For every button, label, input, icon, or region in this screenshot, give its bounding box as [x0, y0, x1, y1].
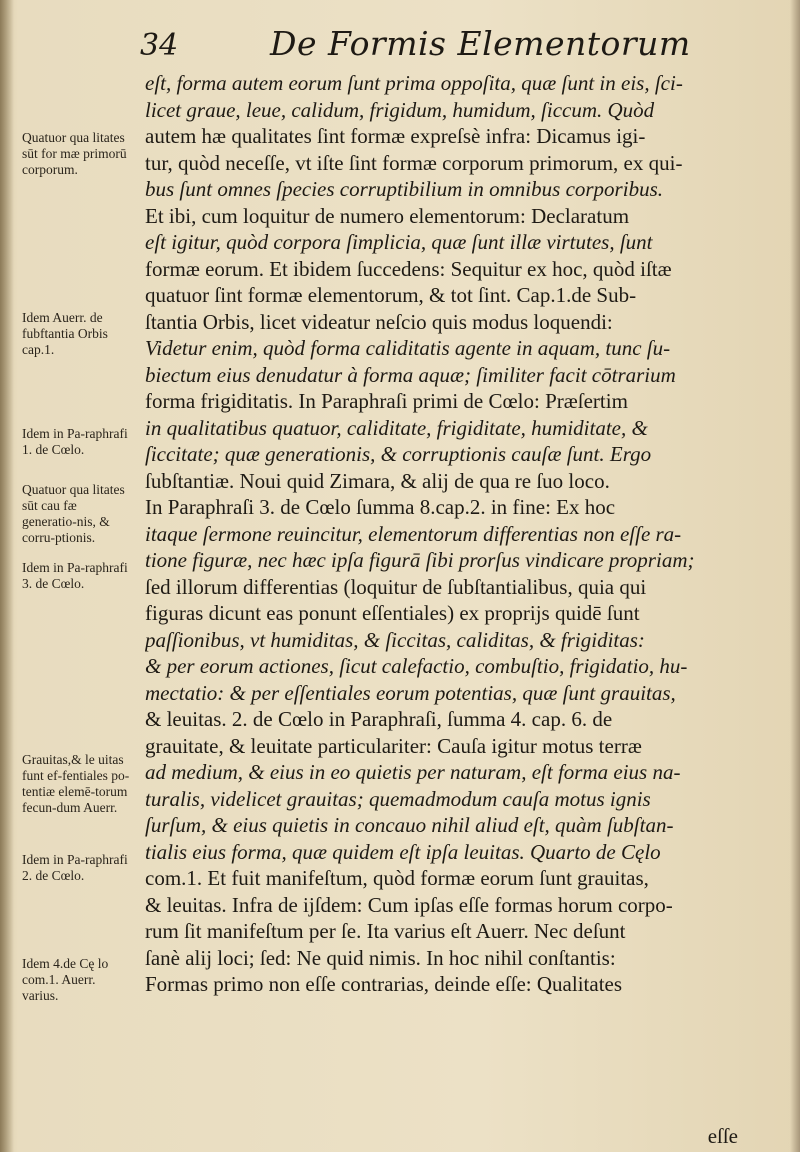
page-number: 34: [140, 28, 179, 63]
text-line: Formas primo non eſſe contrarias, deinde eſſe: Qualitates: [145, 972, 623, 996]
text-line: figuras dicunt eas ponunt eſſentiales) ex proprijs quidē ſunt: [145, 601, 640, 625]
text-line: biectum eius denudatur à forma aquæ; ſimiliter facit cōtrarium: [145, 362, 676, 387]
text-line: quatuor ſint formæ elementorum, & tot ſint. Cap.1.de Sub-: [145, 283, 637, 307]
text-line: ad medium, & eius in eo quietis per naturam, eſt forma eius na-: [145, 760, 681, 784]
text-line: In Paraphraſi 3. de Cœlo ſumma 8.cap.2. in fine: Ex hoc: [145, 495, 616, 519]
text-line: tione figuræ, nec hæc ipſa figurā ſibi prorſus vindicare propriam;: [145, 548, 695, 572]
text-line: ſtantia Orbis, licet videatur neſcio quis modus loquendi:: [145, 309, 613, 334]
text-line: rum ſit manifeſtum per ſe. Ita varius eſt Auerr. Nec deſunt: [145, 919, 626, 943]
text-line: tialis eius forma, quæ quidem eſt ipſa leuitas. Quarto de Cęlo: [145, 839, 661, 864]
text-line: ſanè alij loci; ſed: Ne quid nimis. In hoc nihil conſtantis:: [145, 945, 616, 970]
catchword: eſſe: [707, 1124, 738, 1148]
text-line: eſt igitur, quòd corpora ſimplicia, quæ ſunt illæ virtutes, ſunt: [145, 230, 653, 254]
text-line: paſſionibus, vt humiditas, & ſiccitas, caliditas, & frigiditas:: [145, 627, 645, 652]
text-line: grauitate, & leuitate particulariter: Cauſa igitur motus terræ: [145, 733, 642, 758]
margin-note: Idem Auerr. de fubftantia Orbis cap.1.: [22, 310, 108, 357]
text-line: in qualitatibus quatuor, caliditate, frigiditate, humiditate, &: [145, 415, 648, 440]
text-line: ſiccitate; quæ generationis, & corruptionis cauſæ ſunt. Ergo: [145, 442, 652, 466]
margin-note: Idem in Pa-raphrafi 1. de Cœlo.: [22, 426, 128, 457]
text-line: ſed illorum differentias (loquitur de ſubſtantialibus, quia qui: [145, 574, 647, 599]
text-line: tur, quòd neceſſe, vt iſte ſint formæ corporum primorum, ex qui-: [145, 150, 683, 175]
margin-note: Quatuor qua litates sūt cau fæ generatio-nis, & corru-ptionis.: [22, 482, 125, 545]
text-line: formæ eorum. Et ibidem ſuccedens: Sequitur ex hoc, quòd iſtæ: [145, 256, 672, 281]
margin-note: Idem in Pa-raphrafi 2. de Cœlo.: [22, 852, 128, 883]
text-line: Et ibi, cum loquitur de numero elementorum: Declaratum: [145, 203, 630, 228]
text-line: & leuitas. Infra de ijſdem: Cum ipſas eſſe formas horum corpo-: [145, 892, 673, 917]
text-line: ſubſtantiæ. Noui quid Zimara, & alij de qua re ſuo loco.: [145, 468, 610, 493]
text-line: turalis, videlicet grauitas; quemadmodum cauſa motus ignis: [145, 786, 651, 811]
text-line: com.1. Et fuit manifeſtum, quòd formæ eorum ſunt grauitas,: [145, 866, 649, 890]
text-line: autem hæ qualitates ſint formæ expreſsè infra: Dicamus igi-: [145, 124, 646, 148]
page-title: De Formis Elementorum: [270, 24, 691, 63]
text-line: bus ſunt omnes ſpecies corruptibilium in omnibus corporibus.: [145, 177, 663, 201]
text-line: mectatio: & per eſſentiales eorum potentias, quæ ſunt grauitas,: [145, 680, 676, 705]
margin-note: Idem in Pa-raphrafi 3. de Cœlo.: [22, 560, 128, 591]
margin-note: Quatuor qua litates sūt for mæ primorū corporum.: [22, 130, 127, 177]
margin-note: Grauitas,& le uitas funt ef-fentiales po-tentiæ elemē-torum fecun-dum Auerr.: [22, 752, 130, 815]
text-line: & per eorum actiones, ſicut calefactio, combuſtio, frigidatio, hu-: [145, 654, 688, 678]
gutter-shadow: [0, 0, 14, 1152]
text-line: Videtur enim, quòd forma caliditatis agente in aquam, tunc ſu-: [145, 336, 671, 360]
body-text: [145, 70, 770, 998]
text-line: & leuitas. 2. de Cœlo in Paraphraſi, ſumma 4. cap. 6. de: [145, 707, 613, 731]
page-edge: [790, 0, 800, 1152]
text-line: itaque ſermone reuincitur, elementorum differentias non eſſe ra-: [145, 521, 682, 546]
margin-note: Idem 4.de Cę lo com.1. Auerr. varius.: [22, 956, 109, 1003]
text-line: licet graue, leue, calidum, frigidum, humidum, ſiccum. Quòd: [145, 97, 655, 122]
text-line: forma frigiditatis. In Paraphraſi primi de Cœlo: Præſertim: [145, 389, 628, 413]
text-line: ſurſum, & eius quietis in concauo nihil aliud eſt, quàm ſubſtan-: [145, 813, 674, 837]
text-line: eſt, forma autem eorum ſunt prima oppoſita, quæ ſunt in eis, ſci-: [145, 71, 683, 95]
running-head: [140, 24, 780, 68]
